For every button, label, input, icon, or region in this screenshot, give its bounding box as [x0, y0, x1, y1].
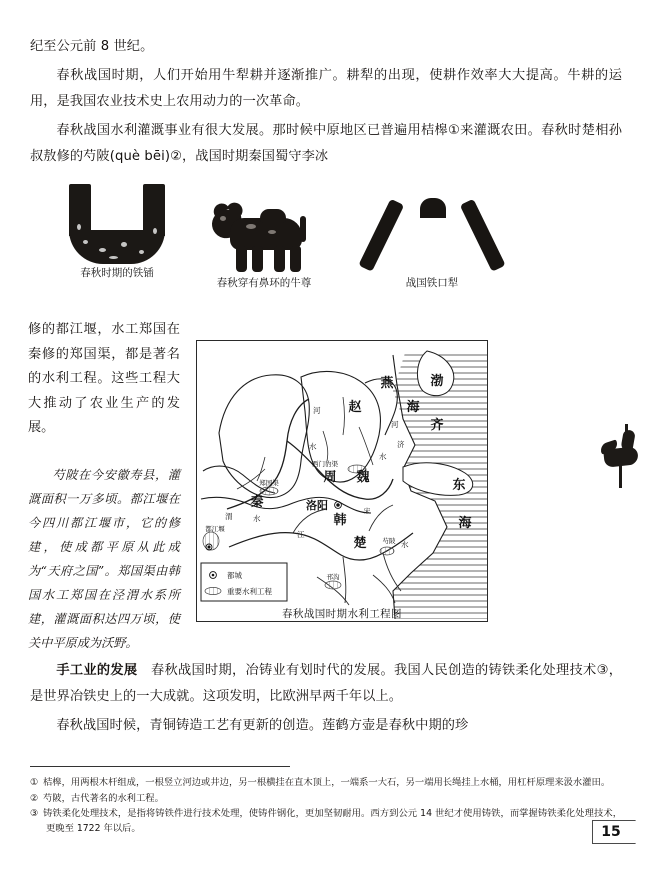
map-site-hangou: 邗沟 [326, 573, 340, 581]
paragraph-water-projects: 修的都江堰，水工郑国在秦修的郑国渠，都是著名的水利工程。这些工程大大推动了农业生产的发展。 [28, 322, 180, 435]
handicraft-body: 春秋战国时期，冶铸业有划时代的发展。我国人民创造的铸铁柔化处理技术③，是世界冶铁史上的一大成就。这项发明，比欧洲早两千年以上。 [30, 663, 622, 704]
footnote-item [30, 807, 622, 836]
footnote-marker: ② [30, 792, 39, 804]
artifact-caption: 战国铁口犁 [405, 277, 459, 289]
map-river-wei: 渭 [225, 512, 233, 521]
footnote-divider [30, 766, 290, 767]
bottom-text-block [30, 658, 622, 739]
footnote-marker: ③ [30, 808, 39, 819]
iron-spade-icon [42, 184, 192, 264]
map-label-qi: 齐 [430, 418, 444, 433]
left-text-column [28, 318, 180, 655]
map-label-yan: 燕 [380, 376, 394, 391]
map-river-he-2: 河 [391, 420, 399, 429]
map-river-shui-4: 水 [401, 540, 409, 549]
map-label-song: 宋 [363, 507, 371, 515]
paragraph-handicraft [30, 658, 622, 710]
map-site-dujiangyan: 都江堰 [205, 525, 225, 533]
map-frame [196, 340, 488, 622]
continuation-line: 纪至公元前 8 世纪。 [30, 39, 154, 54]
paragraph-bronze: 春秋战国时候，青铜铸造工艺有更新的创造。莲鹤方壶是春秋中期的珍 [56, 718, 469, 733]
middle-section [0, 318, 650, 650]
artifact-iron-plough [362, 198, 502, 290]
map-river-shui-1: 水 [309, 442, 317, 451]
map-figure [196, 340, 488, 622]
map-label-zhou: 周 [323, 470, 337, 485]
map-river-he-1: 河 [313, 406, 321, 415]
map-site-ximenbao: 西门豹渠 [312, 460, 338, 468]
ox-zun-vessel-icon [184, 196, 344, 274]
paragraph-ox-plough: 春秋战国时期，人们开始用牛犁耕并逐渐推广。耕犁的出现，使耕作效率大大提高。牛耕的运用，是我国农业技术史上农用动力的一次革命。 [30, 68, 622, 109]
artifact-figure-row [32, 184, 502, 302]
map-river-ji: 济 [397, 440, 405, 449]
map-label-wei: 魏 [356, 470, 370, 485]
map-site-zhengguoqu: 郑国渠 [259, 479, 279, 487]
map-site-quebei: 芍陂 [382, 537, 396, 545]
map-label-zhao: 赵 [348, 400, 362, 415]
paragraph-project-notes: 芍陂在今安徽寿县，灌溉面积一万多顷。都江堰在今四川都江堰市，它的修建，使成都平原从此成为“天府之国”。郑国渠由韩国水工郑国在泾渭水系所建，灌溉面积达四万顷，使关中平原成为沃野。 [28, 467, 180, 650]
map-label-chu: 楚 [353, 536, 367, 551]
map-label-hai-2: 海 [458, 516, 472, 531]
map-label-luoyang: 洛阳 [306, 499, 328, 512]
map-caption: 春秋战国时期水利工程图 [282, 608, 402, 620]
map-label-bo: 渤 [430, 374, 444, 389]
footnote-text: 铸铁柔化处理技术，是指将铸铁件进行技术处理，使铸件钢化，更加坚韧耐用。西方到公元 14 世纪才使用铸铁，而掌握铸铁柔化处理技术，更晚至 1722 年以后。 [43, 808, 622, 834]
map-label-dong: 东 [452, 478, 466, 493]
map-graphic [197, 341, 487, 621]
top-text-block [30, 34, 622, 172]
map-label-hai-1: 海 [406, 400, 420, 415]
page-number-value: 15 [601, 824, 621, 840]
map-label-han: 韩 [333, 513, 347, 528]
footnote-item [30, 792, 622, 807]
artifact-iron-spade [42, 184, 192, 280]
footnote-list [30, 776, 622, 837]
map-river-jiang: 江 [297, 530, 305, 539]
map-label-qin: 秦 [250, 495, 264, 510]
map-river-shui-2: 水 [379, 452, 387, 461]
lotus-crane-vessel-icon [598, 424, 644, 490]
page-number [592, 820, 636, 844]
map-river-shui-3: 水 [253, 514, 261, 523]
footnote-item [30, 776, 622, 791]
artifact-ox-zun [184, 196, 344, 290]
paragraph-irrigation: 春秋战国水利灌溉事业有很大发展。那时候中原地区已普遍用桔槔①来灌溉农田。春秋时楚相孙叔敖修的芍陂(què bēi)②，战国时期秦国蜀守李冰 [30, 123, 622, 164]
legend-label-capital: 都城 [227, 571, 242, 580]
footnote-text: 芍陂，古代著名的水利工程。 [43, 792, 164, 804]
legend-label-project: 重要水利工程 [227, 587, 272, 596]
section-heading: 手工业的发展 [56, 663, 138, 678]
artifact-caption: 春秋时期的铁锸 [80, 267, 154, 279]
artifact-caption: 春秋穿有鼻环的牛尊 [216, 277, 312, 289]
footnote-marker: ① [30, 777, 39, 788]
footnote-text: 桔槔，用两根木杆组成，一根竖立河边或井边，另一根横挂在直木顶上，一端系一大石，另一端用长绳挂上水桶，用杠杆原理来汲水灌田。 [43, 777, 611, 788]
iron-plough-icon [362, 198, 502, 274]
